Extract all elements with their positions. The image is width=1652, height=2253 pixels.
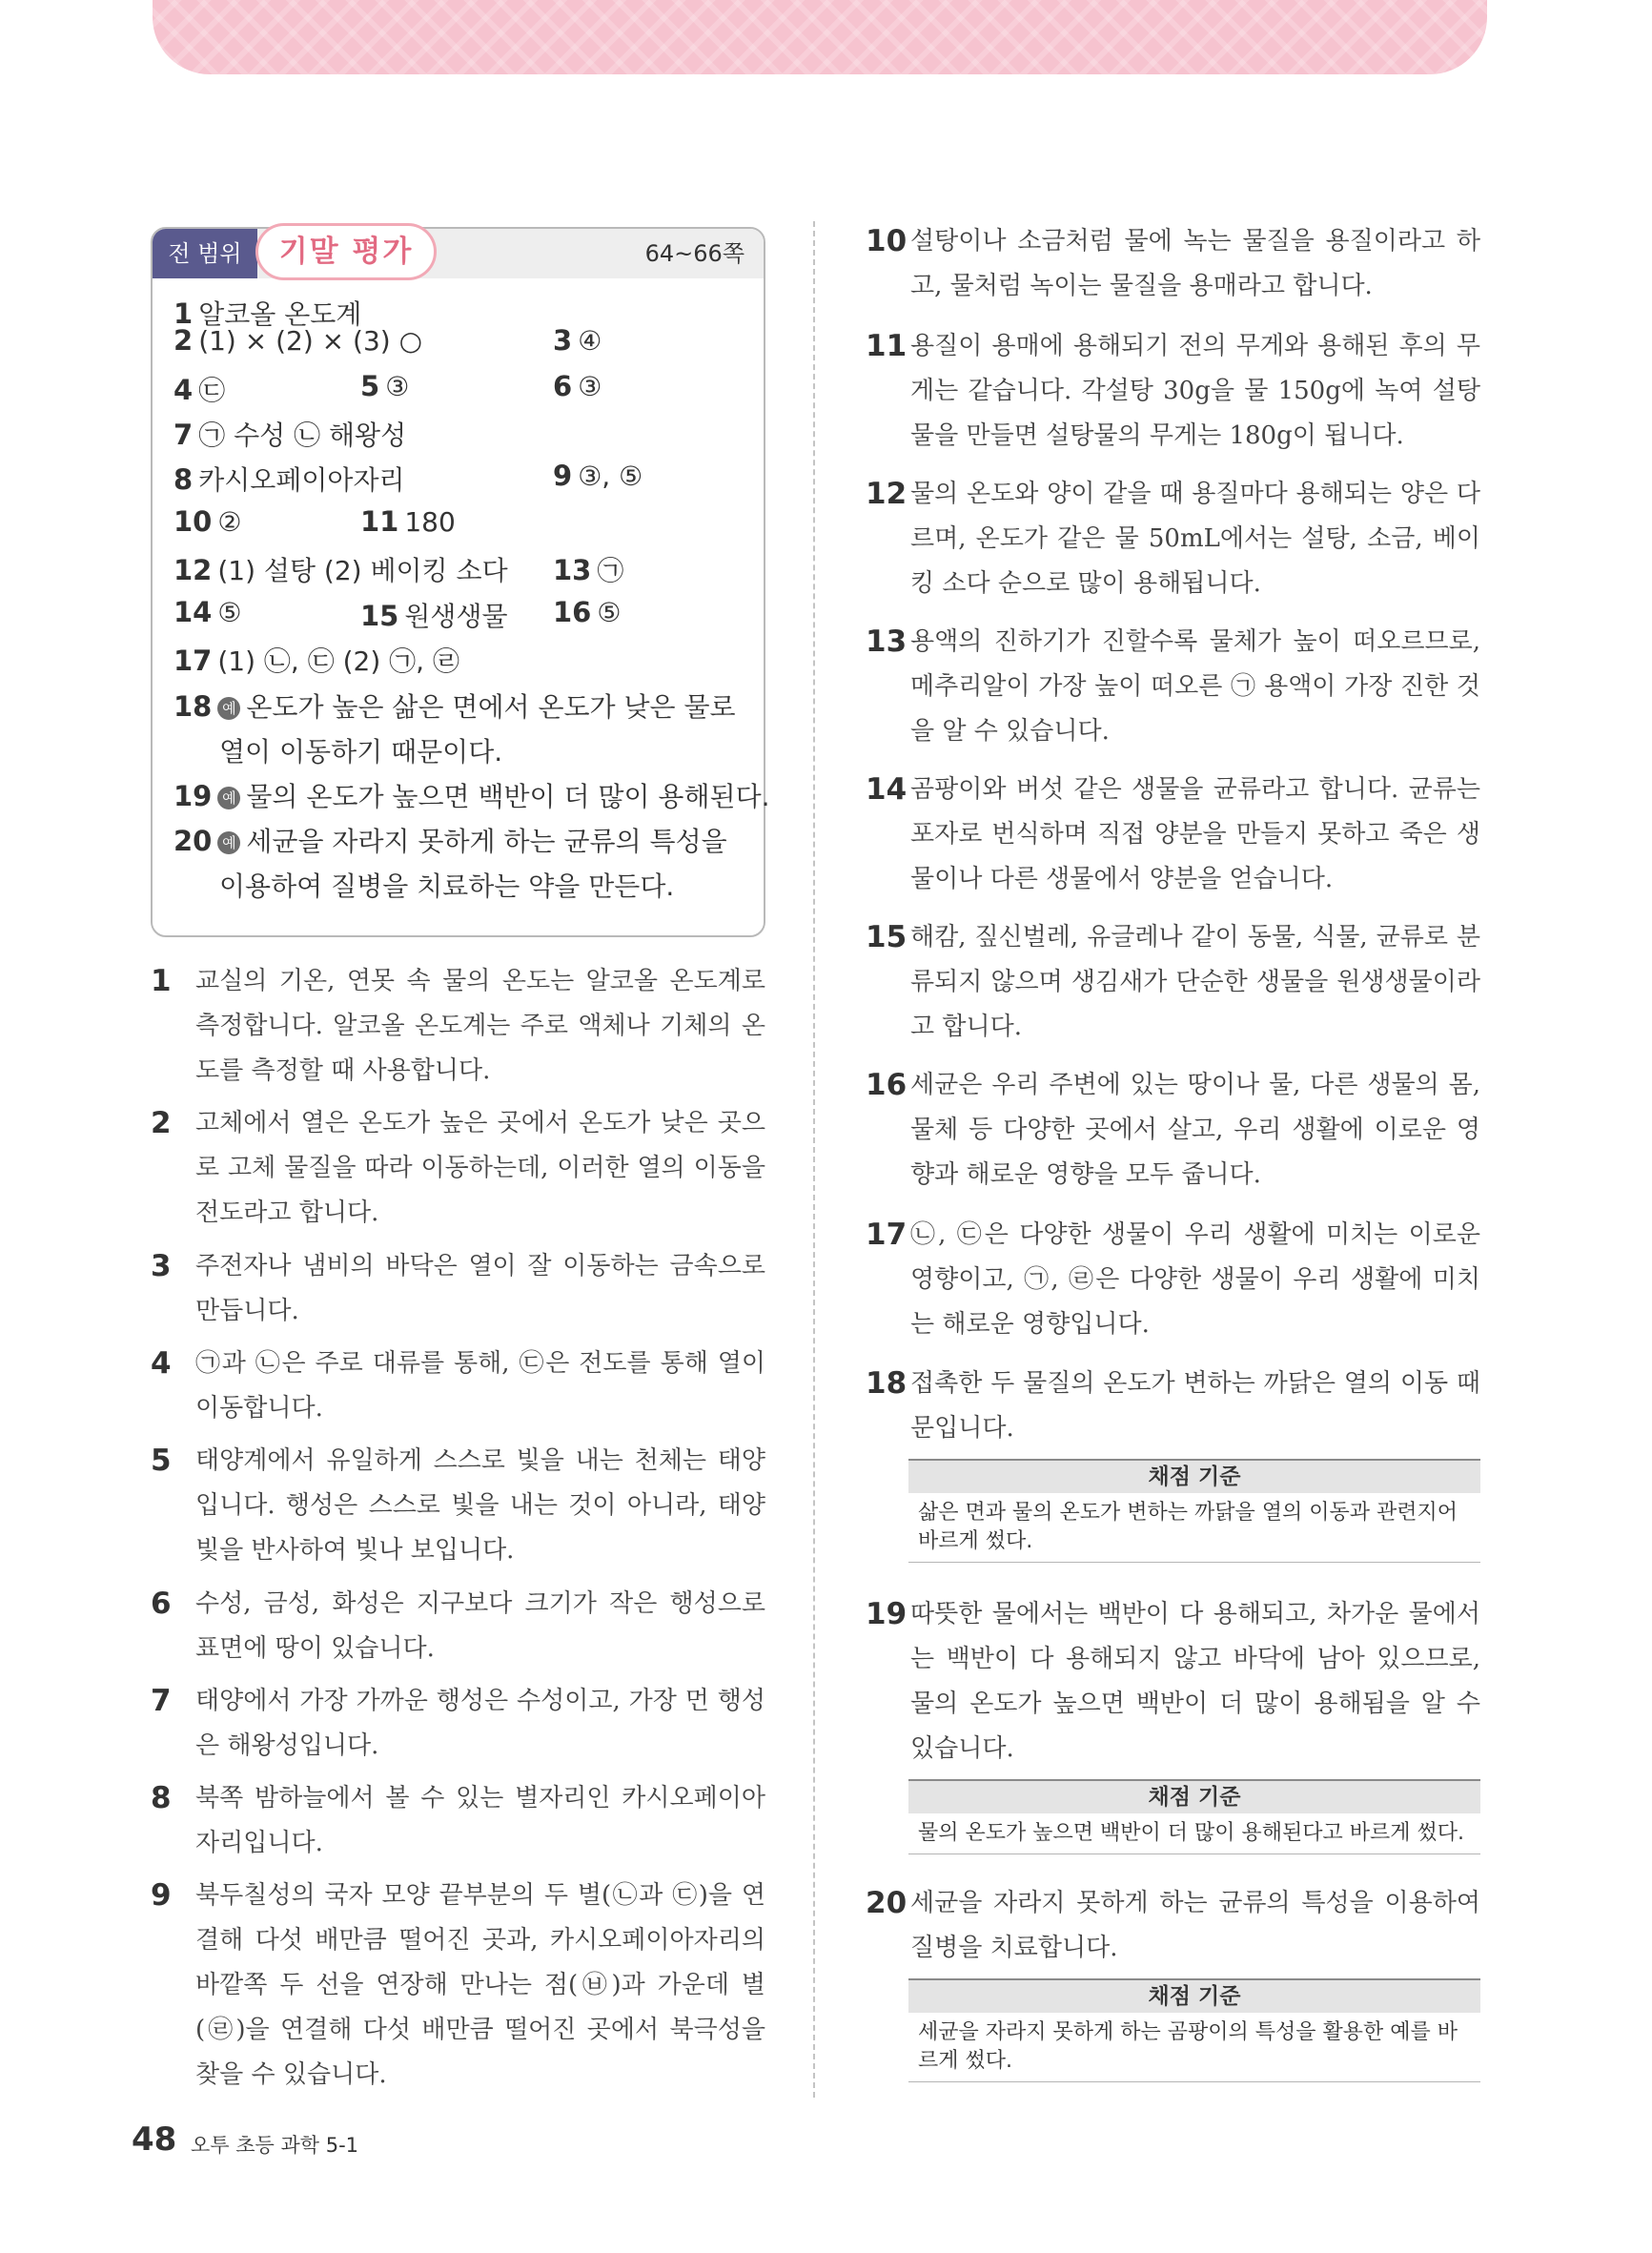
answer-item: 13 ㉠ <box>553 554 624 586</box>
answer-item: 17 (1) ㉡, ㉢ (2) ㉠, ㉣ <box>173 645 459 677</box>
explanation-item: 13 용액의 진하기가 진할수록 물체가 높이 떠오르므로, 메추리알이 가장 높이 떠오른 ㉠ 용액이 가장 진한 것을 알 수 있습니다. <box>866 625 1480 746</box>
top-banner <box>153 0 1487 74</box>
explanation-item: 19 따뜻한 물에서는 백반이 다 용해되고, 차가운 물에서는 백반이 다 용해되지 않고 바닥에 남아 있으므로, 물의 온도가 높으면 백반이 더 많이 용해됨을 알 수 있습니다. <box>866 1597 1480 1763</box>
answer-item: 15 원생생물 <box>360 600 508 632</box>
page-number: 48 <box>132 2120 177 2159</box>
grading-criteria-heading: 채점 기준 <box>908 1781 1480 1813</box>
explanation-item: 4 ㉠과 ㉡은 주로 대류를 통해, ㉢은 전도를 통해 열이 이동합니다. <box>151 1346 765 1423</box>
grading-criteria-box <box>908 1779 1480 1854</box>
answer-item: 3 ④ <box>553 324 602 357</box>
answer-item: 19 예 물의 온도가 높으면 백반이 더 많이 용해된다. <box>173 780 770 812</box>
answer-item: 16 ⑤ <box>553 596 622 628</box>
explanation-item: 1 교실의 기온, 연못 속 물의 온도는 알코올 온도계로 측정합니다. 알코올 온도계는 주로 액체나 기체의 온도를 측정할 때 사용합니다. <box>151 964 765 1085</box>
grading-criteria-heading: 채점 기준 <box>908 1980 1480 2013</box>
grading-criteria-text: 삶은 면과 물의 온도가 변하는 까닭을 열의 이동과 관련지어 바르게 썼다. <box>918 1501 1458 1553</box>
explanation-item: 3 주전자나 냄비의 바닥은 열이 잘 이동하는 금속으로 만듭니다. <box>151 1249 765 1325</box>
explanation-item: 16 세균은 우리 주변에 있는 땅이나 물, 다른 생물의 몸, 물체 등 다양한 곳에서 살고, 우리 생활에 이로운 영향과 해로운 영향을 모두 줍니다. <box>866 1068 1480 1189</box>
explanation-item: 14 곰팡이와 버섯 같은 생물을 균류라고 합니다. 균류는 포자로 번식하며 직접 양분을 만들지 못하고 죽은 생물이나 다른 생물에서 양분을 얻습니다. <box>866 772 1480 893</box>
answer-item: 10 ② <box>173 505 242 538</box>
explanation-item: 10 설탕이나 소금처럼 물에 녹는 물질을 용질이라고 하고, 물처럼 녹이는 물질을 용매라고 합니다. <box>866 224 1480 300</box>
answer-item: 11 180 <box>360 505 456 538</box>
book-title: 오투 초등 과학 5-1 <box>191 2134 359 2157</box>
grading-criteria-box <box>908 1459 1480 1563</box>
grading-criteria-heading: 채점 기준 <box>908 1461 1480 1493</box>
answer-item: 14 ⑤ <box>173 596 242 628</box>
section-title: 기말 평가 <box>255 223 437 280</box>
explanation-item: 6 수성, 금성, 화성은 지구보다 크기가 작은 행성으로 표면에 땅이 있습니다. <box>151 1587 765 1663</box>
answer-item: 20 예 세균을 자라지 못하게 하는 균류의 특성을 <box>173 825 727 857</box>
answer-item-continuation: 열이 이동하기 때문이다. <box>219 736 503 768</box>
answer-item: 9 ③, ⑤ <box>553 460 643 492</box>
grading-criteria-text: 세균을 자라지 못하게 하는 곰팡이의 특성을 활용한 예를 바르게 썼다. <box>918 2020 1458 2073</box>
explanation-item: 12 물의 온도와 양이 같을 때 용질마다 용해되는 양은 다르며, 온도가 같은 물 50mL에서는 설탕, 소금, 베이킹 소다 순으로 많이 용해됩니다. <box>866 477 1480 598</box>
example-badge: 예 <box>217 831 240 854</box>
scope-tag: 전 범위 <box>153 229 257 278</box>
column-divider <box>813 221 815 2098</box>
explanation-item: 8 북쪽 밤하늘에서 볼 수 있는 별자리인 카시오페이아자리입니다. <box>151 1781 765 1857</box>
explanation-item: 15 해캄, 짚신벌레, 유글레나 같이 동물, 식물, 균류로 분류되지 않으며 생김새가 단순한 생물을 원생생물이라고 합니다. <box>866 920 1480 1041</box>
example-badge: 예 <box>217 697 240 720</box>
explanation-item: 17 ㉡, ㉢은 다양한 생물이 우리 생활에 미치는 이로운 영향이고, ㉠, ㉣은 다양한 생물이 우리 생활에 미치는 해로운 영향입니다. <box>866 1218 1480 1339</box>
answer-item: 8 카시오페이아자리 <box>173 463 405 496</box>
answer-item: 2 (1) × (2) × (3) ○ <box>173 324 423 357</box>
answer-item: 4 ㉢ <box>173 374 226 406</box>
explanation-item: 7 태양에서 가장 가까운 행성은 수성이고, 가장 먼 행성은 해왕성입니다. <box>151 1684 765 1760</box>
explanation-item: 2 고체에서 열은 온도가 높은 곳에서 온도가 낮은 곳으로 고체 물질을 따라 이동하는데, 이러한 열의 이동을 전도라고 합니다. <box>151 1106 765 1227</box>
answer-item: 5 ③ <box>360 370 410 402</box>
answer-item: 7 ㉠ 수성 ㉡ 해왕성 <box>173 419 407 451</box>
explanation-item: 5 태양계에서 유일하게 스스로 빛을 내는 천체는 태양입니다. 행성은 스스로 빛을 내는 것이 아니라, 태양 빛을 반사하여 빛나 보입니다. <box>151 1444 765 1565</box>
explanation-item: 18 접촉한 두 물질의 온도가 변하는 까닭은 열의 이동 때문입니다. <box>866 1366 1480 1443</box>
answer-item: 12 (1) 설탕 (2) 베이킹 소다 <box>173 554 508 586</box>
answer-item-continuation: 이용하여 질병을 치료하는 약을 만든다. <box>219 870 675 902</box>
grading-criteria-text: 물의 온도가 높으면 백반이 더 많이 용해된다고 바르게 썼다. <box>918 1821 1464 1845</box>
answer-key-box <box>151 227 770 937</box>
answer-box-header <box>153 229 764 278</box>
explanation-item: 11 용질이 용매에 용해되기 전의 무게와 용해된 후의 무게는 같습니다. 각설탕 30g을 물 150g에 녹여 설탕물을 만들면 설탕물의 무게는 180g이 됩니다. <box>866 329 1480 450</box>
grading-criteria-box <box>908 1978 1480 2082</box>
page-range: 64~66쪽 <box>644 240 744 267</box>
answer-item: 18 예 온도가 높은 삶은 면에서 온도가 낮은 물로 <box>173 690 736 723</box>
answer-item: 6 ③ <box>553 370 602 402</box>
answer-item: 1 알코올 온도계 <box>173 297 362 330</box>
example-badge: 예 <box>217 787 240 809</box>
explanation-item: 9 북두칠성의 국자 모양 끝부분의 두 별(㉡과 ㉢)을 연결해 다섯 배만큼 떨어진 곳과, 카시오페이아자리의 바깥쪽 두 선을 연장해 만나는 점(㉥)과 가운데 별(㉣)을 연결해 다섯 배만큼 떨어진 곳에서 북극성을 찾을 수 있습니다. <box>151 1878 765 2089</box>
explanation-item: 20 세균을 자라지 못하게 하는 균류의 특성을 이용하여 질병을 치료합니다. <box>866 1886 1480 1962</box>
